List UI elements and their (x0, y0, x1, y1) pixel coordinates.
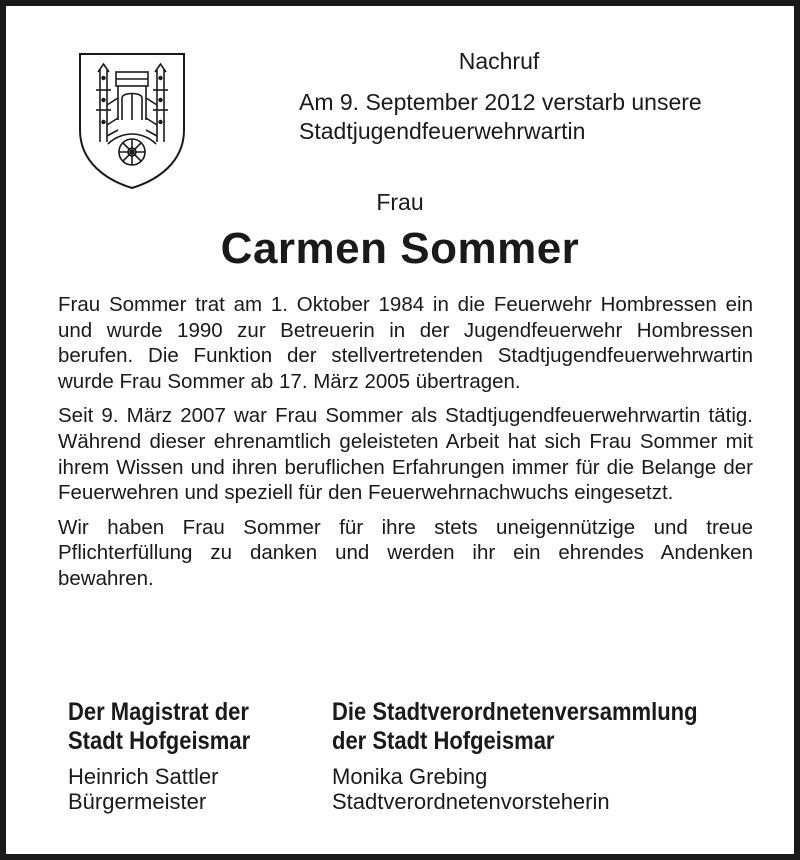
signature-person: Heinrich Sattler (68, 764, 219, 789)
signature-org-line-1: Die Stadtverordnetenversammlung (332, 698, 698, 726)
announcement-line-1: Am 9. September 2012 verstarb unsere (299, 89, 702, 115)
salutation: Frau (376, 189, 424, 215)
obituary-title: Nachruf (458, 48, 540, 74)
deceased-name: Carmen Sommer (220, 224, 580, 273)
announcement-line-2: Stadtjugendfeuerwehrwartin (299, 118, 586, 144)
signature-org-line-1: Der Magistrat der (68, 698, 249, 726)
signature-magistrat (68, 698, 275, 814)
paragraph: Seit 9. März 2007 war Frau Sommer als Stadtjugendfeuerwehrwartin tätig. Während dieser ehrenamtlich geleisteten Arbeit hat sich Frau Sommer mit ihrem Wissen und ihren beruflichen Erfahrungen immer für die Belange der Feuerwehren und speziell für den Feuerwehrnachwuchs eingesetzt. (58, 404, 753, 505)
signature-org-line-2: der Stadt Hofgeismar (332, 727, 555, 755)
signature-org-line-2: Stadt Hofgeismar (68, 727, 251, 755)
signature-stadtverordnete (332, 698, 747, 814)
signature-role: Bürgermeister (68, 789, 207, 814)
paragraph: Wir haben Frau Sommer für ihre stets uneigennützige und treue Pflichterfüllung zu danken und werden ihr ein ehrendes Andenken bewahren. (58, 515, 753, 590)
obituary-body (58, 292, 753, 601)
paragraph: Frau Sommer trat am 1. Oktober 1984 in die Feuerwehr Hombressen ein und wurde 1990 zur Betreuerin in der Jugendfeuerwehr Hombressen berufen. Die Funktion der stellvertretenden Stadtjugendfeuerwehrwartin wurde Frau Sommer ab 17. März 2005 übertragen. (58, 293, 753, 393)
signature-person: Monika Grebing (332, 764, 488, 789)
obituary-heading (299, 46, 759, 146)
signature-role: Stadtverordnetenvorsteherin (332, 789, 610, 814)
city-coat-of-arms-icon (76, 50, 188, 190)
